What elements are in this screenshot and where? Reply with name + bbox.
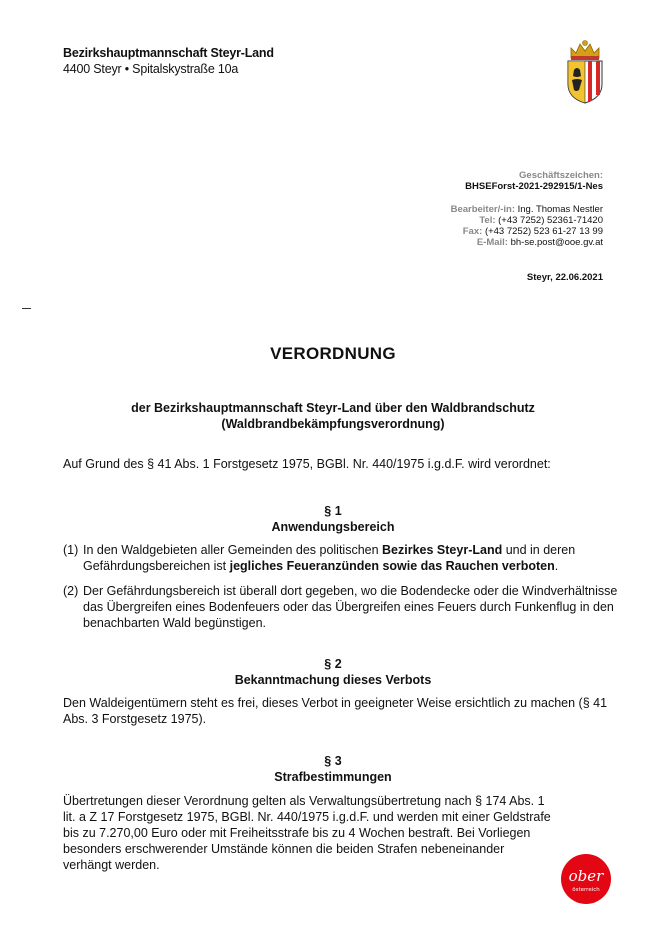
paragraph-text: In den Waldgebieten aller Gemeinden des politischen Bezirkes Steyr-Land und in deren Gefährdungsbereichen ist jegliches Feueranzünden sowie das Rauchen verboten. xyxy=(83,543,576,573)
svg-text:österreich: österreich xyxy=(572,887,600,893)
fold-mark xyxy=(22,308,31,309)
section-3-text: Übertretungen dieser Verordnung gelten als Verwaltungsübertretung nach § 174 Abs. 1 lit. a Z 17 Forstgesetz 1975, BGBl. Nr. 440/1975 i.g.d.F. und werden mit einer Geldstrafe bis zu 7.270,00 Euro oder mit Freiheitsstrafe bis zu 4 Wochen bestraft. Bei Vorliegen besonders erschwerender Umstände können die beiden Strafen nebeneinander verhängt werden. xyxy=(63,794,551,872)
tel-value: (+43 7252) 52361-71420 xyxy=(498,215,603,226)
intro-text: Auf Grund des § 41 Abs. 1 Forstgesetz 1975, BGBl. Nr. 440/1975 i.g.d.F. wird verordnet: xyxy=(63,457,551,471)
email-value[interactable]: bh-se.post@ooe.gv.at xyxy=(510,237,603,248)
section-1-number: § 1 xyxy=(324,504,342,518)
reference-value: BHSEForst-2021-292915/1-Nes xyxy=(465,181,603,192)
section-3-number: § 3 xyxy=(324,754,342,768)
section-3-header xyxy=(0,753,666,785)
coat-of-arms-icon xyxy=(563,38,607,104)
clerk-line xyxy=(451,204,603,215)
subtitle-line-2: (Waldbrandbekämpfungsverordnung) xyxy=(221,417,445,431)
document-title: VERORDNUNG xyxy=(270,344,396,363)
section-2-heading: Bekanntmachung dieses Verbots xyxy=(234,673,432,687)
document-date: Steyr, 22.06.2021 xyxy=(526,272,603,283)
email-line xyxy=(451,237,603,248)
section-2-text: Den Waldeigentümern steht es frei, dieses Verbot in geeigneter Weise ersichtlich zu machen (§ 41 Abs. 3 Forstgesetz 1975). xyxy=(63,696,608,726)
contact-block xyxy=(451,204,603,248)
sender-address: 4400 Steyr • Spitalskystraße 10a xyxy=(63,62,239,76)
tel-line xyxy=(451,215,603,226)
fax-value: (+43 7252) 523 61-27 13 99 xyxy=(484,226,603,237)
clerk-value: Ing. Thomas Nestler xyxy=(517,204,603,215)
sender-authority: Bezirkshauptmannschaft Steyr-Land xyxy=(63,46,274,60)
section-1-paragraph-2 xyxy=(63,583,623,631)
paragraph-text: Der Gefährdungsbereich ist überall dort gegeben, wo die Bodendecke oder die Windverhältnisse das Übergreifen eines Bodenfeuers oder das Übergreifen eines Feuers durch Funkenflug in den benachbarten Wald begünstigen. xyxy=(83,584,618,630)
email-label: E-Mail: xyxy=(476,237,508,248)
crown-icon xyxy=(571,41,599,61)
clerk-label: Bearbeiter/-in: xyxy=(450,204,515,215)
svg-text:ober: ober xyxy=(568,867,604,885)
section-1-header xyxy=(0,503,666,535)
document-subtitle xyxy=(0,400,666,432)
section-2-header xyxy=(0,656,666,688)
oberoesterreich-logo-icon xyxy=(560,853,612,905)
fax-label: Fax: xyxy=(462,226,483,237)
subtitle-line-1: der Bezirkshauptmannschaft Steyr-Land über den Waldbrandschutz xyxy=(131,401,535,415)
paragraph-number: (1) xyxy=(63,543,79,557)
section-3-heading: Strafbestimmungen xyxy=(274,770,392,784)
section-1-heading: Anwendungsbereich xyxy=(271,520,395,534)
fax-line xyxy=(451,226,603,237)
section-1-paragraph-1 xyxy=(63,542,623,574)
section-2-number: § 2 xyxy=(324,657,342,671)
reference-label: Geschäftszeichen: xyxy=(519,170,603,181)
paragraph-number: (2) xyxy=(63,584,79,598)
tel-label: Tel: xyxy=(479,215,496,226)
